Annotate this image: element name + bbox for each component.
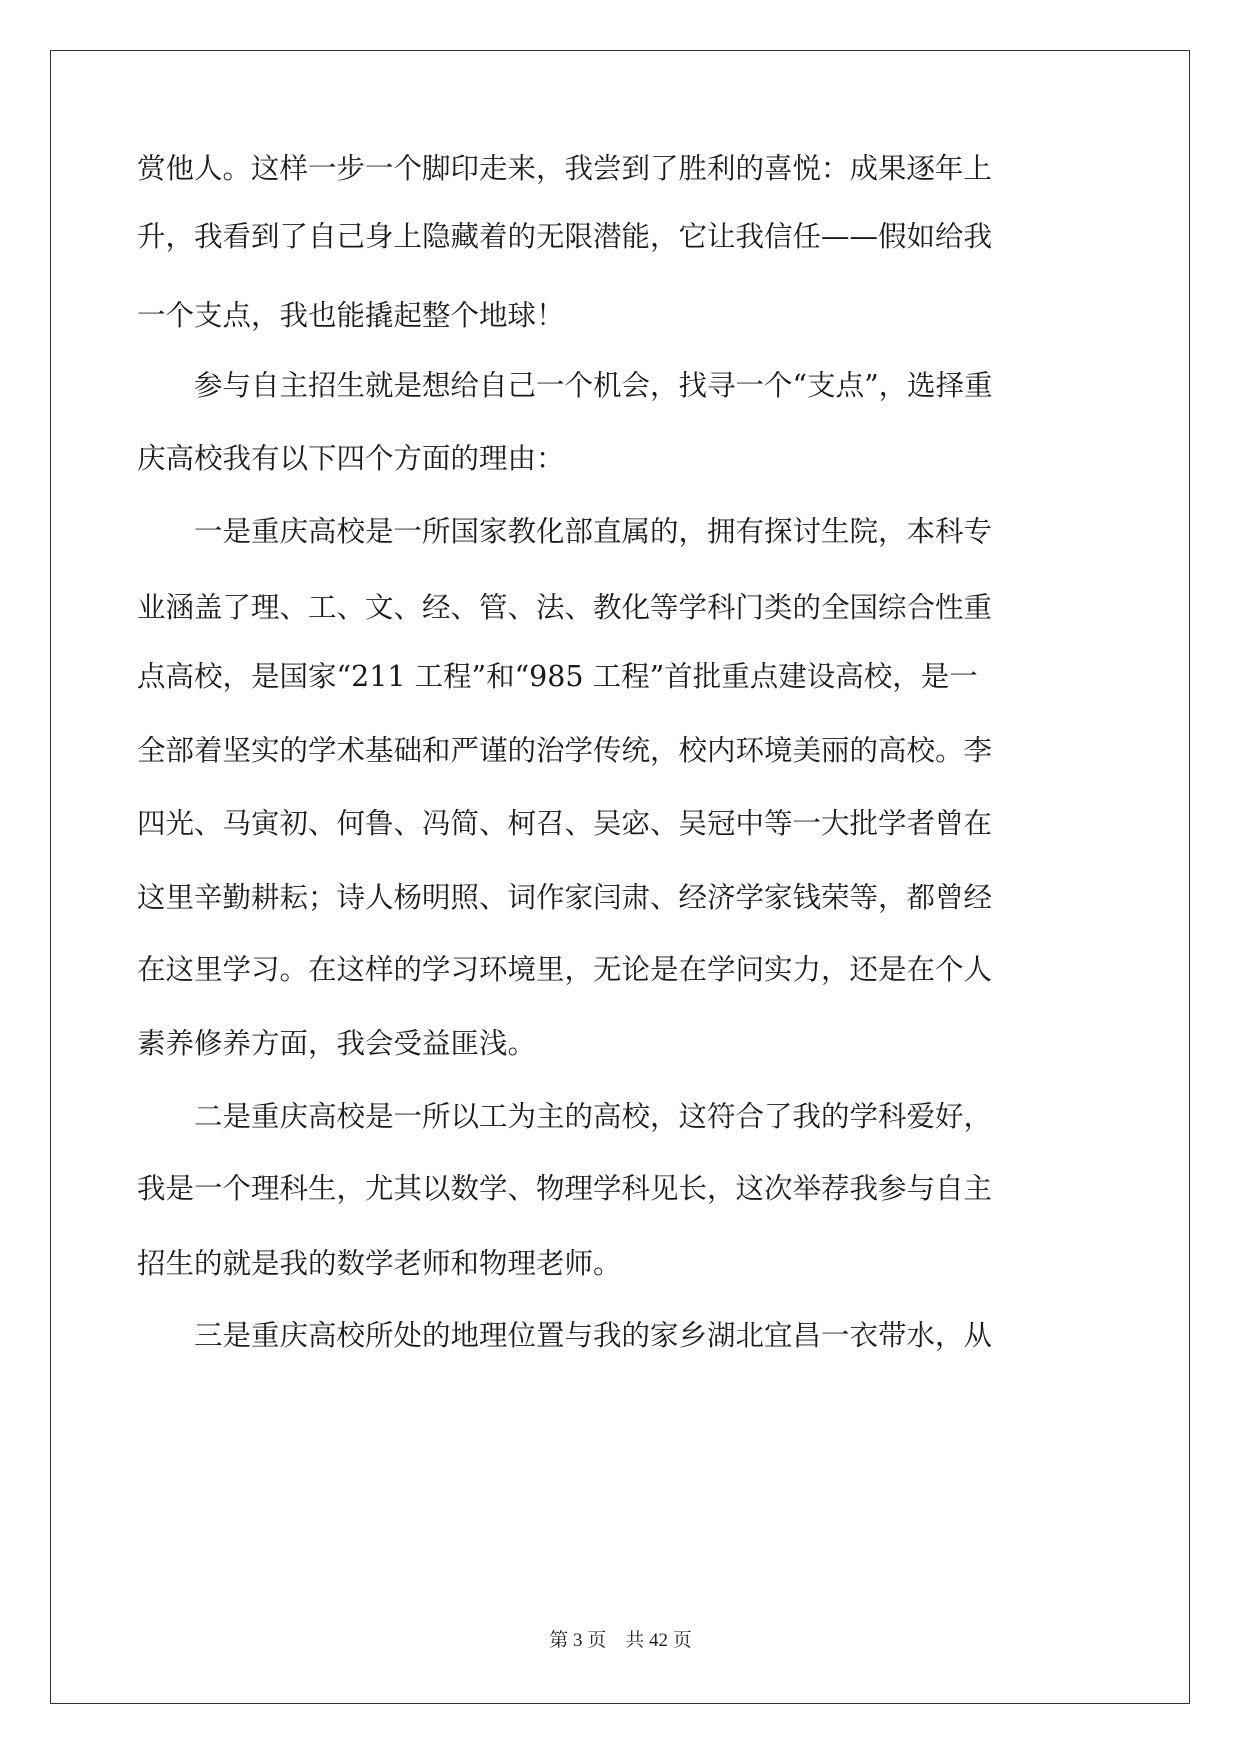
text-line: 素养修养方面，我会受益匪浅。 [137,1027,537,1060]
text-line: 业涵盖了理、工、文、经、管、法、教化等学科门类的全国综合性重 [137,591,993,624]
text-line: 点高校，是国家“211 工程”和“985 工程”首批重点建设高校，是一 [137,660,978,693]
text-line: 这里辛勤耕耘；诗人杨明照、词作家闫肃、经济学家钱荣等，都曾经 [137,881,993,914]
text-line: 三是重庆高校所处的地理位置与我的家乡湖北宜昌一衣带水，从 [194,1319,993,1352]
text-line: 全部着坚实的学术基础和严谨的治学传统，校内环境美丽的高校。李 [137,734,993,767]
text-line: 一是重庆高校是一所国家教化部直属的，拥有探讨生院，本科专 [194,515,993,548]
text-line: 庆高校我有以下四个方面的理由： [137,442,565,475]
text-line: 升，我看到了自己身上隐藏着的无限潜能，它让我信任——假如给我 [137,220,993,253]
text-line: 参与自主招生就是想给自己一个机会，找寻一个“支点”，选择重 [194,369,993,402]
page-footer: 第 3 页 共 42 页 [549,1630,692,1651]
text-line: 在这里学习。在这样的学习环境里，无论是在学问实力，还是在个人 [137,953,993,986]
text-line: 赏他人。这样一步一个脚印走来，我尝到了胜利的喜悦：成果逐年上 [137,152,993,185]
text-line: 招生的就是我的数学老师和物理老师。 [137,1247,622,1280]
text-line: 二是重庆高校是一所以工为主的高校，这符合了我的学科爱好， [194,1100,993,1133]
text-line: 我是一个理科生，尤其以数学、物理学科见长，这次举荐我参与自主 [137,1172,993,1205]
text-line: 一个支点，我也能撬起整个地球！ [137,299,565,332]
text-line: 四光、马寅初、何鲁、冯简、柯召、吴宓、吴冠中等一大批学者曾在 [137,807,993,840]
